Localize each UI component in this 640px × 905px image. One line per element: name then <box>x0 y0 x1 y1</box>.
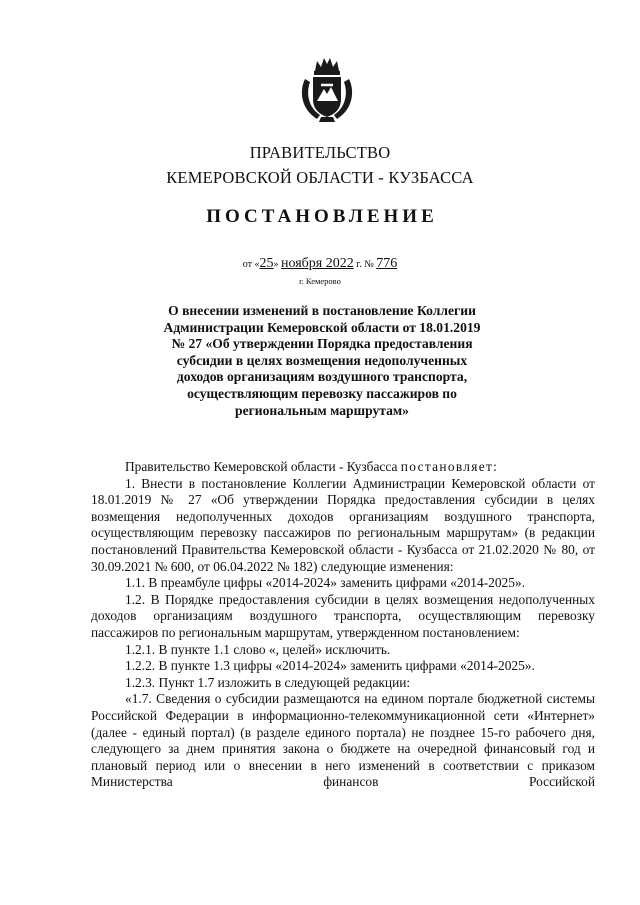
date-mid: » <box>273 259 279 270</box>
intro-verb: постановляет: <box>400 459 499 474</box>
paragraph-1-2: 1.2. В Порядке предоставления субсидии в целях возмещения недополученных доходов организациям воздушного транспорта, осуществляющим перевозку пассажиров по региональным маршрутам, утвержденном постановлением: <box>91 591 595 640</box>
subject-line: доходов организациям воздушного транспорта, <box>176 369 468 385</box>
subject-line: О внесении изменений в постановление Коллегии <box>168 303 476 318</box>
subject-line: осуществляющим перевозку пассажиров по <box>187 385 457 401</box>
paragraph-1-2-1: 1.2.1. В пункте 1.1 слово «, целей» исключить. <box>125 641 391 657</box>
document-subject <box>140 303 504 419</box>
date-number-line <box>0 256 640 272</box>
number-label: № <box>364 259 374 270</box>
intro-text: Правительство Кемеровской области - Кузбасса <box>125 459 401 474</box>
coat-of-arms-emblem <box>295 55 359 125</box>
date-day: 25 <box>259 256 274 271</box>
paragraph-1-2-3: 1.2.3. Пункт 1.7 изложить в следующей редакции: <box>125 674 411 690</box>
date-month-year: ноября 2022 <box>280 256 354 271</box>
subject-line: № 27 «Об утверждении Порядка предоставления <box>171 336 473 352</box>
region-name: КЕМЕРОВСКОЙ ОБЛАСТИ - КУЗБАССА <box>166 168 474 187</box>
date-prefix: от « <box>242 259 260 270</box>
government-name: ПРАВИТЕЛЬСТВО <box>249 143 391 162</box>
document-number: 776 <box>376 256 398 271</box>
date-year-suffix: г. <box>356 259 362 270</box>
subject-line: субсидии в целях возмещения недополученных <box>176 352 468 368</box>
paragraph-1-2-2: 1.2.2. В пункте 1.3 цифры «2014-2024» заменить цифрами «2014-2025». <box>125 658 535 674</box>
paragraph-1-1: 1.1. В преамбуле цифры «2014-2024» заменить цифрами «2014-2025». <box>125 575 525 591</box>
paragraph-1-7: «1.7. Сведения о субсидии размещаются на едином портале бюджетной системы Российской Федерации в информационно-телекоммуникационной сети «Интернет» (далее - единый портал) (в разделе единого портала) не позднее 15-го рабочего дня, следующего за днем принятия закона о бюджете на очередной финансовый год и плановый период или о внесении в него изменений в соответствии с приказом Министерства финансов Российской <box>91 691 595 790</box>
intro-paragraph <box>91 459 595 476</box>
subject-line: региональным маршрутам» <box>235 402 409 418</box>
city-name: г. Кемерово <box>299 276 341 286</box>
document-body <box>91 459 595 791</box>
paragraph-1: 1. Внести в постановление Коллегии Администрации Кемеровской области от 18.01.2019 № 27 «Об утверждении Порядка предоставления субсидии в целях возмещения недополученных доходов организациям воздушного транспорта, осуществляющим перевозку пассажиров по региональным маршрутам» (в редакции постановлений Правительства Кемеровской области - Кузбасса от 21.02.2020 № 80, от 30.09.2021 № 600, от 06.04.2022 № 182) следующие изменения: <box>91 475 595 574</box>
document-type-title: ПОСТАНОВЛЕНИЕ <box>206 206 438 227</box>
subject-line: Администрации Кемеровской области от 18.01.2019 <box>163 319 481 335</box>
